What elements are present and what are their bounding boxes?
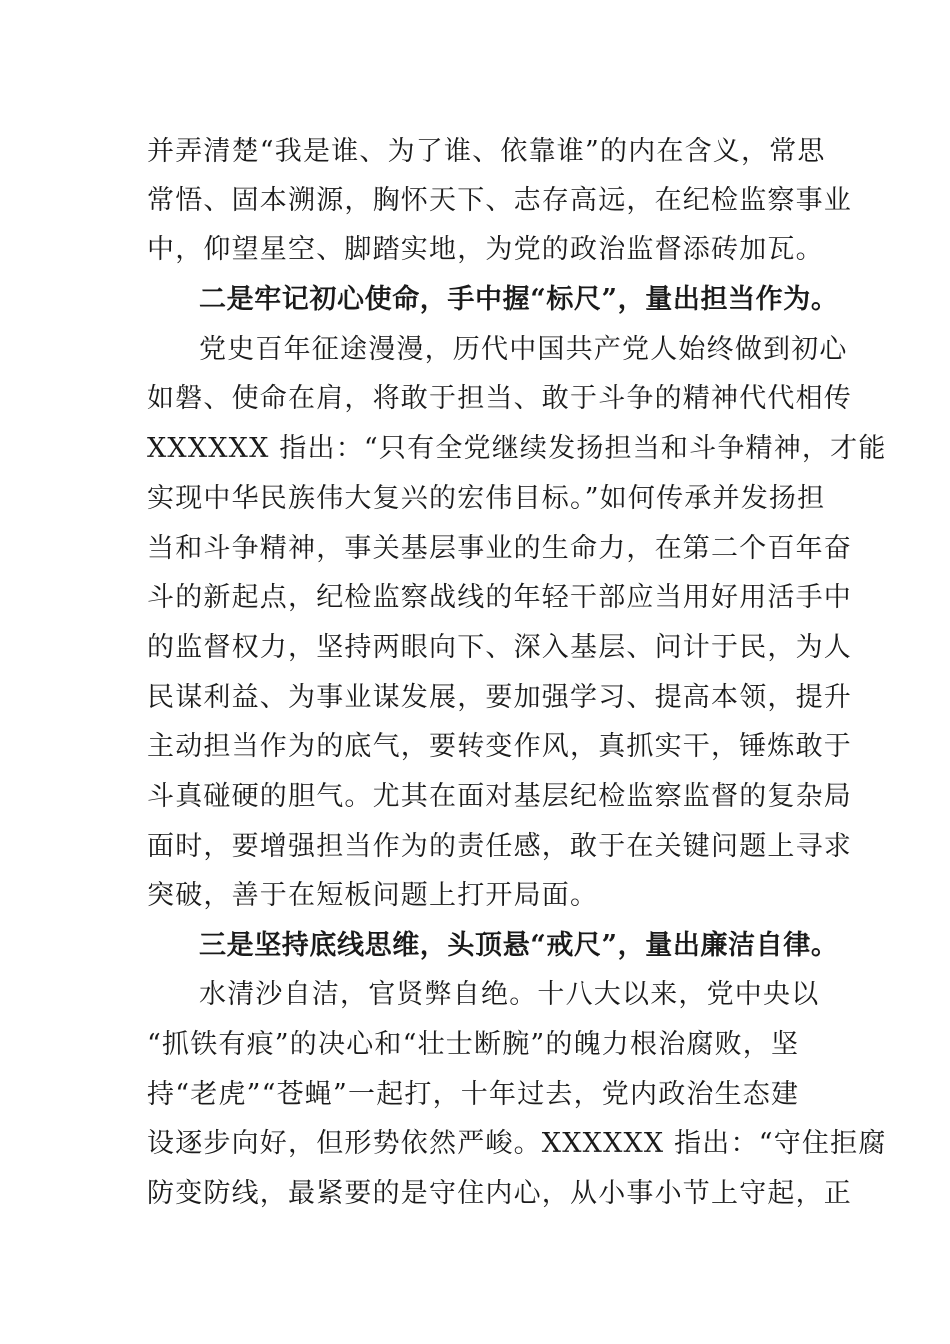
body-line: 如磐、使命在肩，将敢于担当、敢于斗争的精神代代相传	[147, 383, 852, 414]
body-line: 主动担当作为的底气，要转变作风，真抓实干，锤炼敢于	[147, 731, 852, 762]
paragraph-first-line: 水清沙自洁，官贤弊自绝。十八大以来，党中央以	[199, 979, 820, 1010]
body-line: 斗真碰硬的胆气。尤其在面对基层纪检监察监督的复杂局	[147, 781, 852, 812]
body-line: 实现中华民族伟大复兴的宏伟目标。”如何传承并发扬担	[147, 483, 826, 514]
body-line: 常悟、固本溯源，胸怀天下、志存高远，在纪检监察事业	[147, 185, 852, 216]
body-line: 并弄清楚“我是谁、为了谁、依靠谁”的内在含义，常思	[147, 136, 826, 167]
paragraph-first-line: 党史百年征途漫漫，历代中国共产党人始终做到初心	[199, 334, 848, 365]
body-line: 面时，要增强担当作为的责任感，敢于在关键问题上寻求	[147, 831, 852, 862]
body-line: XXXXXX 指出：“只有全党继续发扬担当和斗争精神，才能	[147, 433, 887, 464]
section-heading-2: 二是牢记初心使命，手中握“标尺”，量出担当作为。	[199, 284, 839, 315]
body-line: 当和斗争精神，事关基层事业的生命力，在第二个百年奋	[147, 533, 852, 564]
body-line: 斗的新起点，纪检监察战线的年轻干部应当用好用活手中	[147, 582, 852, 613]
section-heading-3: 三是坚持底线思维，头顶悬“戒尺”，量出廉洁自律。	[199, 930, 839, 961]
body-line: 突破，善于在短板问题上打开局面。	[147, 880, 599, 911]
body-line: 的监督权力，坚持两眼向下、深入基层、问计于民，为人	[147, 632, 852, 663]
body-line: 设逐步向好，但形势依然严峻。XXXXXX 指出：“守住拒腐	[147, 1128, 887, 1159]
body-line: 持“老虎”“苍蝇”一起打，十年过去，党内政治生态建	[147, 1079, 800, 1110]
body-line: 中，仰望星空、脚踏实地，为党的政治监督添砖加瓦。	[147, 234, 824, 265]
body-line: “抓铁有痕”的决心和“壮士断腕”的魄力根治腐败，坚	[147, 1029, 800, 1060]
body-line: 民谋利益、为事业谋发展，要加强学习、提高本领，提升	[147, 682, 852, 713]
body-line: 防变防线，最紧要的是守住内心，从小事小节上守起，正	[147, 1178, 852, 1209]
